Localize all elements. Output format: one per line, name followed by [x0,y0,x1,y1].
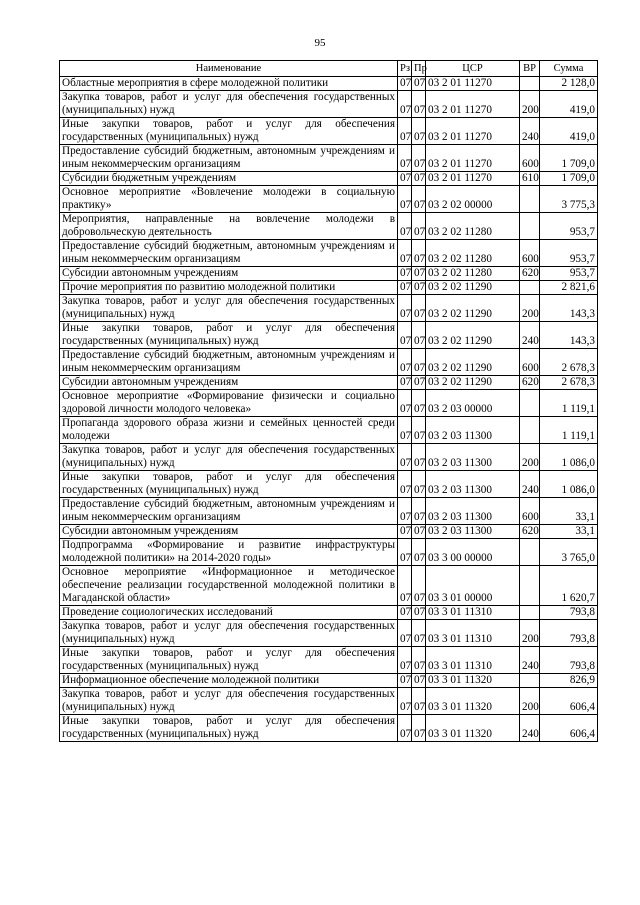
cell-vr: 200 [520,91,540,118]
cell-sum: 1 709,0 [540,172,598,186]
cell-rz: 07 [398,118,412,145]
cell-pr: 07 [412,267,426,281]
cell-csr: 03 2 01 11270 [426,77,520,91]
header-csr: ЦСР [426,61,520,77]
cell-vr [520,281,540,295]
cell-sum: 1 709,0 [540,145,598,172]
table-row [60,647,598,674]
cell-rz: 07 [398,674,412,688]
table-row [60,539,598,566]
cell-name: Пропаганда здорового образа жизни и семейных ценностей среди молодежи [60,417,398,444]
cell-rz: 07 [398,322,412,349]
cell-sum: 419,0 [540,118,598,145]
cell-pr: 07 [412,91,426,118]
cell-pr: 07 [412,77,426,91]
cell-pr: 07 [412,715,426,742]
cell-sum: 1 620,7 [540,566,598,606]
cell-vr [520,566,540,606]
table-row [60,525,598,539]
table-row [60,295,598,322]
cell-name: Субсидии бюджетным учреждениям [60,172,398,186]
table-row [60,715,598,742]
cell-rz: 07 [398,349,412,376]
cell-pr: 07 [412,145,426,172]
header-vr: ВР [520,61,540,77]
cell-name: Проведение социологических исследований [60,606,398,620]
cell-sum: 3 765,0 [540,539,598,566]
cell-name: Предоставление субсидий бюджетным, автономным учреждениям и иным некоммерческим организациям [60,145,398,172]
cell-rz: 07 [398,390,412,417]
cell-csr: 03 2 03 11300 [426,498,520,525]
cell-pr: 07 [412,539,426,566]
cell-sum: 2 678,3 [540,376,598,390]
cell-name: Прочие мероприятия по развитию молодежной политики [60,281,398,295]
table-row [60,240,598,267]
cell-sum: 953,7 [540,240,598,267]
cell-rz: 07 [398,620,412,647]
header-pr: Пр [412,61,426,77]
table-row [60,444,598,471]
cell-sum: 793,8 [540,606,598,620]
header-name: Наименование [60,61,398,77]
table-row [60,417,598,444]
cell-pr: 07 [412,349,426,376]
cell-pr: 07 [412,674,426,688]
cell-vr [520,77,540,91]
cell-csr: 03 3 01 11320 [426,674,520,688]
cell-name: Информационное обеспечение молодежной политики [60,674,398,688]
cell-pr: 07 [412,471,426,498]
cell-name: Иные закупки товаров, работ и услуг для обеспечения государственных (муниципальных) нужд [60,647,398,674]
cell-sum: 419,0 [540,91,598,118]
cell-rz: 07 [398,715,412,742]
cell-sum: 143,3 [540,322,598,349]
cell-name: Предоставление субсидий бюджетным, автономным учреждениям и иным некоммерческим организациям [60,498,398,525]
cell-vr [520,213,540,240]
cell-sum: 826,9 [540,674,598,688]
cell-name: Мероприятия, направленные на вовлечение молодежи в добровольческую деятельность [60,213,398,240]
cell-name: Основное мероприятие «Вовлечение молодежи в социальную практику» [60,186,398,213]
cell-pr: 07 [412,322,426,349]
cell-rz: 07 [398,606,412,620]
cell-csr: 03 2 02 11280 [426,240,520,267]
cell-pr: 07 [412,172,426,186]
cell-pr: 07 [412,118,426,145]
cell-csr: 03 2 02 11290 [426,322,520,349]
cell-vr [520,539,540,566]
cell-rz: 07 [398,145,412,172]
table-row [60,349,598,376]
cell-name: Субсидии автономным учреждениям [60,267,398,281]
cell-csr: 03 2 01 11270 [426,145,520,172]
cell-name: Закупка товаров, работ и услуг для обеспечения государственных (муниципальных) нужд [60,295,398,322]
cell-pr: 07 [412,566,426,606]
cell-sum: 143,3 [540,295,598,322]
table-row [60,281,598,295]
cell-rz: 07 [398,240,412,267]
cell-rz: 07 [398,471,412,498]
cell-csr: 03 2 02 11290 [426,281,520,295]
cell-sum: 2 128,0 [540,77,598,91]
cell-sum: 793,8 [540,620,598,647]
cell-name: Субсидии автономным учреждениям [60,376,398,390]
table-row [60,118,598,145]
cell-vr: 240 [520,471,540,498]
cell-sum: 1 086,0 [540,444,598,471]
cell-csr: 03 2 02 11280 [426,213,520,240]
cell-name: Предоставление субсидий бюджетным, автономным учреждениям и иным некоммерческим организациям [60,349,398,376]
table-row [60,498,598,525]
cell-name: Основное мероприятие «Формирование физически и социально здоровой личности молодого человека» [60,390,398,417]
cell-vr: 200 [520,295,540,322]
cell-rz: 07 [398,444,412,471]
cell-csr: 03 3 01 11310 [426,620,520,647]
cell-sum: 953,7 [540,267,598,281]
cell-vr: 600 [520,240,540,267]
cell-name: Подпрограмма «Формирование и развитие инфраструктуры молодежной политики» на 2014-2020 годы» [60,539,398,566]
cell-rz: 07 [398,295,412,322]
cell-pr: 07 [412,281,426,295]
cell-name: Основное мероприятие «Информационное и методическое обеспечение реализации государственной молодежной политики в Магаданской области» [60,566,398,606]
table-row [60,186,598,213]
cell-rz: 07 [398,498,412,525]
header-sum: Сумма [540,61,598,77]
cell-vr: 240 [520,118,540,145]
table-row [60,322,598,349]
cell-rz: 07 [398,376,412,390]
cell-rz: 07 [398,688,412,715]
table-row [60,77,598,91]
cell-rz: 07 [398,647,412,674]
cell-vr: 600 [520,349,540,376]
table-row [60,674,598,688]
table-row [60,172,598,186]
cell-vr: 600 [520,498,540,525]
cell-rz: 07 [398,566,412,606]
cell-vr: 200 [520,620,540,647]
cell-vr [520,606,540,620]
cell-sum: 606,4 [540,715,598,742]
cell-vr: 610 [520,172,540,186]
cell-rz: 07 [398,539,412,566]
cell-name: Иные закупки товаров, работ и услуг для обеспечения государственных (муниципальных) нужд [60,118,398,145]
header-rz: Рз [398,61,412,77]
cell-pr: 07 [412,444,426,471]
cell-pr: 07 [412,240,426,267]
cell-vr [520,674,540,688]
table-row [60,390,598,417]
cell-pr: 07 [412,498,426,525]
cell-name: Областные мероприятия в сфере молодежной политики [60,77,398,91]
cell-pr: 07 [412,688,426,715]
cell-sum: 1 119,1 [540,390,598,417]
cell-sum: 1 086,0 [540,471,598,498]
cell-csr: 03 2 02 00000 [426,186,520,213]
table-row [60,91,598,118]
cell-csr: 03 3 01 00000 [426,566,520,606]
cell-sum: 2 821,6 [540,281,598,295]
table-row [60,376,598,390]
table-row [60,145,598,172]
cell-vr: 200 [520,444,540,471]
cell-rz: 07 [398,77,412,91]
cell-csr: 03 2 02 11280 [426,267,520,281]
cell-sum: 33,1 [540,498,598,525]
cell-pr: 07 [412,647,426,674]
cell-csr: 03 3 00 00000 [426,539,520,566]
cell-pr: 07 [412,213,426,240]
cell-sum: 793,8 [540,647,598,674]
cell-vr: 240 [520,715,540,742]
cell-csr: 03 2 03 11300 [426,471,520,498]
cell-name: Закупка товаров, работ и услуг для обеспечения государственных (муниципальных) нужд [60,688,398,715]
cell-csr: 03 2 03 11300 [426,525,520,539]
cell-name: Закупка товаров, работ и услуг для обеспечения государственных (муниципальных) нужд [60,444,398,471]
cell-csr: 03 2 02 11290 [426,349,520,376]
cell-sum: 2 678,3 [540,349,598,376]
cell-pr: 07 [412,620,426,647]
budget-table [59,60,598,742]
cell-csr: 03 2 01 11270 [426,172,520,186]
cell-csr: 03 3 01 11310 [426,647,520,674]
cell-rz: 07 [398,186,412,213]
cell-name: Субсидии автономным учреждениям [60,525,398,539]
table-row [60,566,598,606]
cell-rz: 07 [398,525,412,539]
table-row [60,213,598,240]
cell-name: Закупка товаров, работ и услуг для обеспечения государственных (муниципальных) нужд [60,91,398,118]
cell-rz: 07 [398,267,412,281]
cell-sum: 953,7 [540,213,598,240]
cell-rz: 07 [398,417,412,444]
cell-sum: 33,1 [540,525,598,539]
cell-vr: 620 [520,376,540,390]
cell-csr: 03 3 01 11310 [426,606,520,620]
cell-rz: 07 [398,172,412,186]
cell-csr: 03 2 01 11270 [426,118,520,145]
cell-pr: 07 [412,417,426,444]
cell-csr: 03 2 01 11270 [426,91,520,118]
cell-rz: 07 [398,91,412,118]
cell-vr: 620 [520,267,540,281]
cell-sum: 606,4 [540,688,598,715]
table-row [60,688,598,715]
cell-csr: 03 2 02 11290 [426,295,520,322]
table-row [60,620,598,647]
cell-pr: 07 [412,606,426,620]
cell-vr: 620 [520,525,540,539]
cell-rz: 07 [398,213,412,240]
cell-sum: 1 119,1 [540,417,598,444]
cell-csr: 03 2 03 00000 [426,390,520,417]
cell-pr: 07 [412,525,426,539]
cell-name: Иные закупки товаров, работ и услуг для обеспечения государственных (муниципальных) нужд [60,322,398,349]
cell-name: Иные закупки товаров, работ и услуг для обеспечения государственных (муниципальных) нужд [60,471,398,498]
cell-pr: 07 [412,390,426,417]
cell-vr: 200 [520,688,540,715]
cell-vr [520,417,540,444]
table-header-row [60,61,598,77]
cell-rz: 07 [398,281,412,295]
cell-pr: 07 [412,295,426,322]
table-row [60,471,598,498]
cell-csr: 03 2 03 11300 [426,444,520,471]
cell-csr: 03 3 01 11320 [426,688,520,715]
cell-csr: 03 2 02 11290 [426,376,520,390]
table-row [60,606,598,620]
cell-vr: 240 [520,322,540,349]
cell-csr: 03 2 03 11300 [426,417,520,444]
cell-pr: 07 [412,376,426,390]
cell-vr: 600 [520,145,540,172]
table-row [60,267,598,281]
cell-vr: 240 [520,647,540,674]
cell-pr: 07 [412,186,426,213]
cell-sum: 3 775,3 [540,186,598,213]
cell-name: Предоставление субсидий бюджетным, автономным учреждениям и иным некоммерческим организациям [60,240,398,267]
cell-name: Иные закупки товаров, работ и услуг для обеспечения государственных (муниципальных) нужд [60,715,398,742]
cell-csr: 03 3 01 11320 [426,715,520,742]
cell-vr [520,186,540,213]
page-number: 95 [314,37,326,49]
cell-vr [520,390,540,417]
cell-name: Закупка товаров, работ и услуг для обеспечения государственных (муниципальных) нужд [60,620,398,647]
